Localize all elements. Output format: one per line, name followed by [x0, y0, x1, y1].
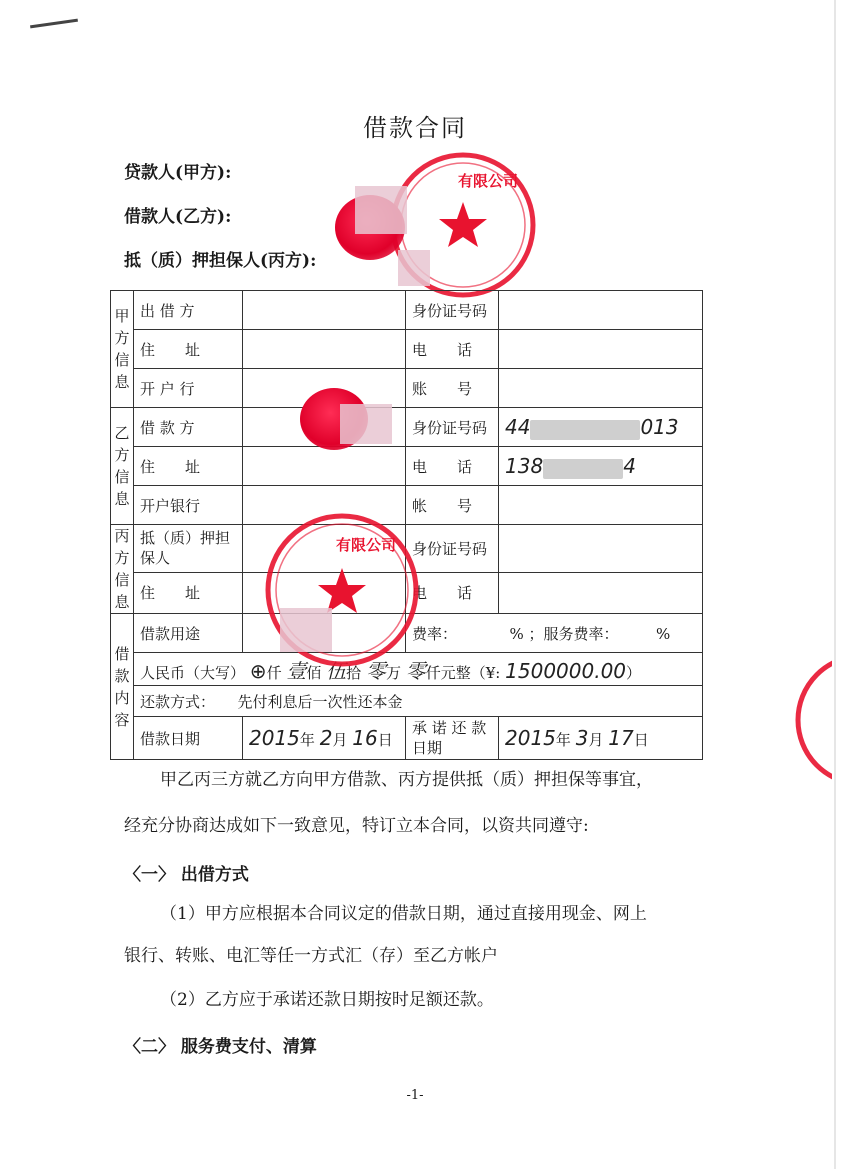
party-c-phone-value — [499, 572, 703, 613]
party-b-account-label: 帐 号 — [406, 486, 499, 525]
party-a-phone-value — [499, 330, 703, 369]
party-a-id-label: 身份证号码 — [406, 291, 499, 330]
phone-redaction — [543, 459, 623, 479]
party-a-address-value — [243, 330, 406, 369]
loan-date-label: 借款日期 — [134, 717, 243, 760]
lender-line: 贷款人(甲方): — [124, 163, 232, 183]
party-b-account-value — [499, 486, 703, 525]
party-b-bank-label: 开户银行 — [134, 486, 243, 525]
promise-date-label: 承 诺 还 款日期 — [406, 717, 499, 760]
page-edge — [834, 0, 836, 1169]
amount-number: 1500000.00 — [505, 658, 627, 683]
redaction-middle — [280, 608, 332, 652]
guarantor-line: 抵（质）押担保人(丙方): — [124, 251, 317, 271]
party-c-phone-label: 电 话 — [406, 572, 499, 613]
seal-text-middle: 有限公司 — [336, 536, 397, 554]
rate-line: 费率： % ；服务费率： % — [406, 614, 703, 653]
party-a-account-label: 账 号 — [406, 369, 499, 408]
id-redaction — [530, 420, 640, 440]
guarantor-value — [243, 525, 406, 573]
party-b-address-value — [243, 447, 406, 486]
page-number: -1- — [406, 1088, 424, 1103]
clause-1b: 银行、转账、电汇等任一方式汇（存）至乙方帐户 — [124, 946, 498, 966]
intro-line-2: 经充分协商达成如下一致意见，特订立本合同，以资共同遵守: — [124, 816, 589, 836]
party-b-phone-label: 电 话 — [406, 447, 499, 486]
loan-date-value: 2015年 2月 16日 — [243, 717, 406, 760]
party-c-group: 丙方信息 — [111, 525, 134, 614]
lender-label: 出 借 方 — [134, 291, 243, 330]
section-1-heading: 〈一〉 出借方式 — [124, 865, 249, 885]
borrower-label: 借 款 方 — [134, 408, 243, 447]
party-c-id-label: 身份证号码 — [406, 525, 499, 573]
redaction-top — [355, 186, 407, 234]
repayment-line: 还款方式： 先付利息后一次性还本金 — [134, 686, 703, 717]
party-a-address-label: 住 址 — [134, 330, 243, 369]
scan-mark — [30, 19, 78, 29]
party-a-id-value — [499, 291, 703, 330]
purpose-label: 借款用途 — [134, 614, 243, 653]
redaction-top-2 — [398, 250, 430, 286]
party-b-address-label: 住 址 — [134, 447, 243, 486]
lender-value — [243, 291, 406, 330]
party-b-id-label: 身份证号码 — [406, 408, 499, 447]
contract-info-table — [110, 290, 703, 760]
clause-2: （2）乙方应于承诺还款日期按时足额还款。 — [160, 990, 494, 1010]
intro-line-1: 甲乙丙三方就乙方向甲方借款、丙方提供抵（质）押担保等事宜， — [160, 770, 653, 790]
promise-date-value: 2015年 3月 17日 — [499, 717, 703, 760]
company-seal-edge — [790, 650, 832, 790]
party-b-phone-value: 138 4 — [499, 447, 703, 486]
party-c-id-value — [499, 525, 703, 573]
party-a-bank-label: 开 户 行 — [134, 369, 243, 408]
party-a-phone-label: 电 话 — [406, 330, 499, 369]
party-c-address-label: 住 址 — [134, 572, 243, 613]
borrower-line: 借款人(乙方): — [124, 207, 232, 227]
party-a-account-value — [499, 369, 703, 408]
section-2-heading: 〈二〉 服务费支付、清算 — [124, 1037, 317, 1057]
loan-group: 借款内容 — [111, 614, 134, 760]
redaction-borrower — [340, 404, 392, 444]
guarantor-label: 抵（质）押担保人 — [134, 525, 243, 573]
party-a-group: 甲方信息 — [111, 291, 134, 408]
document-title: 借款合同 — [363, 114, 467, 142]
party-b-group: 乙方信息 — [111, 408, 134, 525]
party-b-bank-value — [243, 486, 406, 525]
clause-1a: （1）甲方应根据本合同议定的借款日期，通过直接用现金、网上 — [160, 904, 647, 924]
amount-line: 人民币（大写） ⊕仟 壹佰 伍拾 零万 零仟元整（¥: 1500000.00） — [134, 653, 703, 686]
party-b-id-value: 44 013 — [499, 408, 703, 447]
seal-text-top: 有限公司 — [458, 172, 519, 190]
